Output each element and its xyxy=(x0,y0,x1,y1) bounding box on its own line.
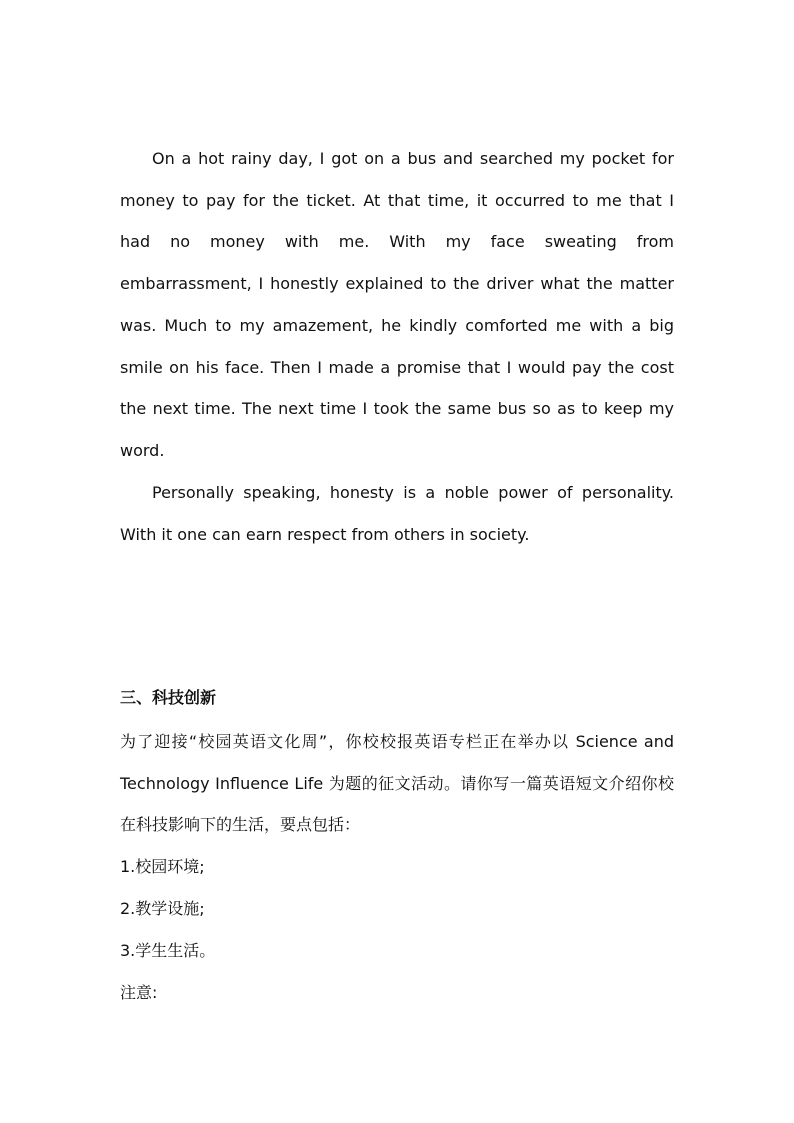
note-label: 注意: xyxy=(120,983,158,1002)
essay-paragraph-2: Personally speaking, honesty is a noble power of personality. With it one can earn respect from others in society. xyxy=(120,483,674,544)
task-point-2: 2.教学设施; xyxy=(120,899,205,918)
section-heading: 三、科技创新 xyxy=(120,688,217,707)
task-point-3: 3.学生生活。 xyxy=(120,941,216,960)
task-point-1: 1.校园环境; xyxy=(120,857,205,876)
task-intro: 为了迎接“校园英语文化周”，你校校报英语专栏正在举办以 Science and Technology Influence Life 为题的征文活动。请你写一篇英语短文介绍你校在科技影响下的生活，要点包括： xyxy=(120,732,674,834)
essay-paragraph-1: On a hot rainy day, I got on a bus and searched my pocket for money to pay for the ticket. At that time, it occurred to me that I had no money with me. With my face sweating from embarrassment, I honestly explained to the driver what the matter was. Much to my amazement, he kindly comforted me with a big smile on his face. Then I made a promise that I would pay the cost the next time. The next time I took the same bus so as to keep my word. xyxy=(120,149,674,460)
